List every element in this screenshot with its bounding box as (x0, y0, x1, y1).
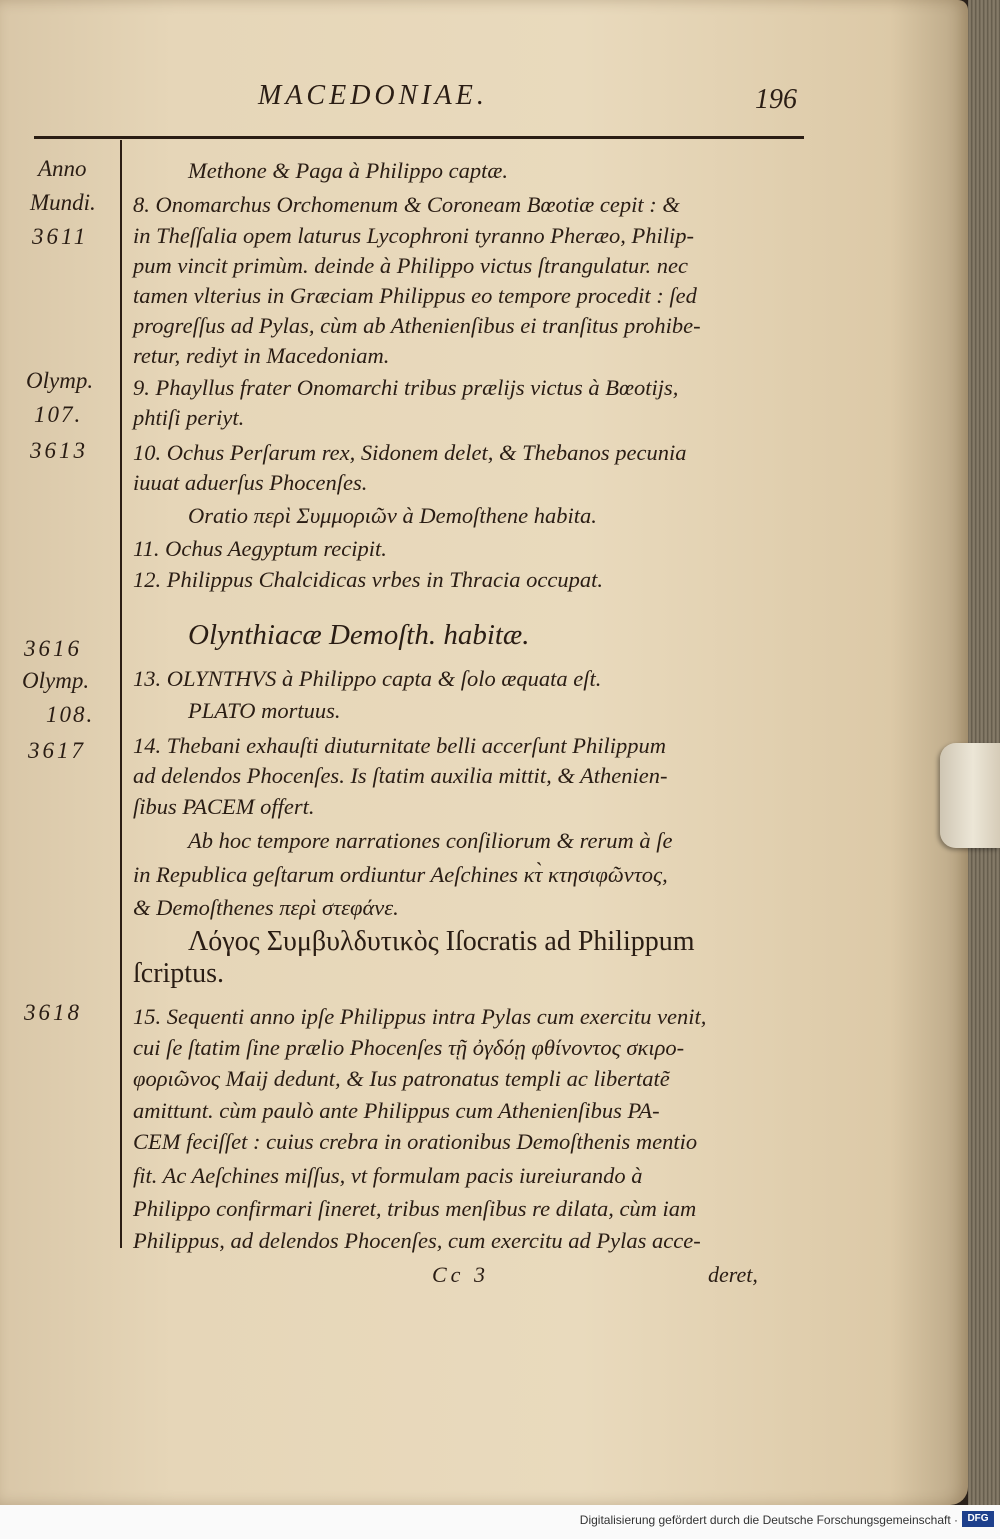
margin-note: Anno (38, 156, 87, 181)
text-line: ſibus PACEM offert. (133, 794, 315, 819)
funding-credit: Digitalisierung gefördert durch die Deutsche Forschungsgemeinschaft · (579, 1513, 958, 1527)
margin-note: 3611 (32, 224, 89, 249)
text-line: Λόγος Συμβυλδυτικὸς Iſocratis ad Philippum (188, 926, 695, 957)
text-line: iuuat aduerſus Phocenſes. (133, 470, 368, 495)
margin-note: 3616 (24, 636, 82, 661)
bookmark-tab (940, 743, 1000, 848)
margin-note: 3613 (30, 438, 88, 463)
section-heading: Olynthiacæ Demoſth. habitæ. (188, 619, 530, 651)
text-line: CEM feciſſet : cuius crebra in orationibus Demoſthenis mentio (133, 1129, 698, 1154)
text-line: phtiſi periyt. (133, 405, 245, 430)
margin-note: 3617 (28, 738, 86, 763)
text-line: Oratio περὶ Συμμοριῶν à Demoſthene habita. (188, 503, 597, 528)
text-line: 9. Phayllus frater Onomarchi tribus prælijs victus à Bœotijs, (133, 375, 679, 400)
text-line: progreſſus ad Pylas, cùm ab Athenienſibus ei tranſitus prohibe- (133, 313, 701, 338)
running-head: MACEDONIAE. (258, 80, 488, 111)
text-line: φοριῶνος Maij dedunt, & Ius patronatus templi ac libertatẽ (133, 1066, 670, 1091)
text-line: amittunt. cùm paulò ante Philippus cum Athenienſibus PA- (133, 1098, 660, 1123)
text-line: in Republica geſtarum ordiuntur Aeſchines κτ̀ κτησιφῶντος, (133, 862, 668, 887)
text-line: pum vincit primùm. deinde à Philippo victus ſtrangulatur. nec (133, 253, 688, 278)
signature-mark: Cc 3 (432, 1262, 489, 1287)
margin-note: 108. (46, 702, 95, 727)
text-line: 15. Sequenti anno ipſe Philippus intra Pylas cum exercitu venit, (133, 1004, 707, 1029)
text-line: 13. OLYNTHVS à Philippo capta & ſolo æquata eſt. (133, 666, 602, 691)
text-line: Philippus, ad delendos Phocenſes, cum exercitu ad Pylas acce- (133, 1228, 701, 1253)
text-line: 10. Ochus Perſarum rex, Sidonem delet, & Thebanos pecunia (133, 440, 687, 465)
text-line: & Demoſthenes περὶ στεφάνε. (133, 895, 399, 920)
text-line: Philippo confirmari ſineret, tribus menſibus re dilata, cùm iam (133, 1196, 697, 1221)
text-line: 12. Philippus Chalcidicas vrbes in Thracia occupat. (133, 567, 603, 592)
text-line: in Theſſalia opem laturus Lycophroni tyranno Pheræo, Philip- (133, 223, 694, 248)
margin-note: Olymp. (26, 368, 94, 393)
text-line: retur, rediyt in Macedoniam. (133, 343, 390, 368)
text-line: PLATO mortuus. (188, 698, 341, 723)
text-line: ad delendos Phocenſes. Is ſtatim auxilia mittit, & Athenien- (133, 763, 668, 788)
text-line: Methone & Paga à Philippo captæ. (188, 158, 508, 183)
text-line: ſcriptus. (133, 958, 224, 989)
dfg-logo: DFG (962, 1511, 994, 1527)
margin-note: Olymp. (22, 668, 90, 693)
text-line: fit. Ac Aeſchines miſſus, vt formulam pacis iureiurando à (133, 1163, 643, 1188)
text-line: Ab hoc tempore narrationes conſiliorum & rerum à ſe (188, 828, 673, 853)
margin-note: Mundi. (30, 190, 96, 215)
margin-note: 3618 (24, 1000, 82, 1025)
margin-rule (120, 140, 122, 1248)
header-rule (34, 136, 804, 139)
text-line: tamen vlterius in Græciam Philippus eo tempore procedit : ſed (133, 283, 697, 308)
text-line: 11. Ochus Aegyptum recipit. (133, 536, 387, 561)
margin-note: 107. (34, 402, 83, 427)
text-line: cui ſe ſtatim ſine prælio Phocenſes τῇ ὀγδόῃ φθίνοντος σκιρο- (133, 1035, 685, 1060)
catchword: deret, (708, 1262, 758, 1287)
text-line: 8. Onomarchus Orchomenum & Coroneam Bœotiæ cepit : & (133, 192, 680, 217)
page-number: 196 (755, 84, 797, 115)
text-line: 14. Thebani exhauſti diuturnitate belli accerſunt Philippum (133, 733, 667, 758)
